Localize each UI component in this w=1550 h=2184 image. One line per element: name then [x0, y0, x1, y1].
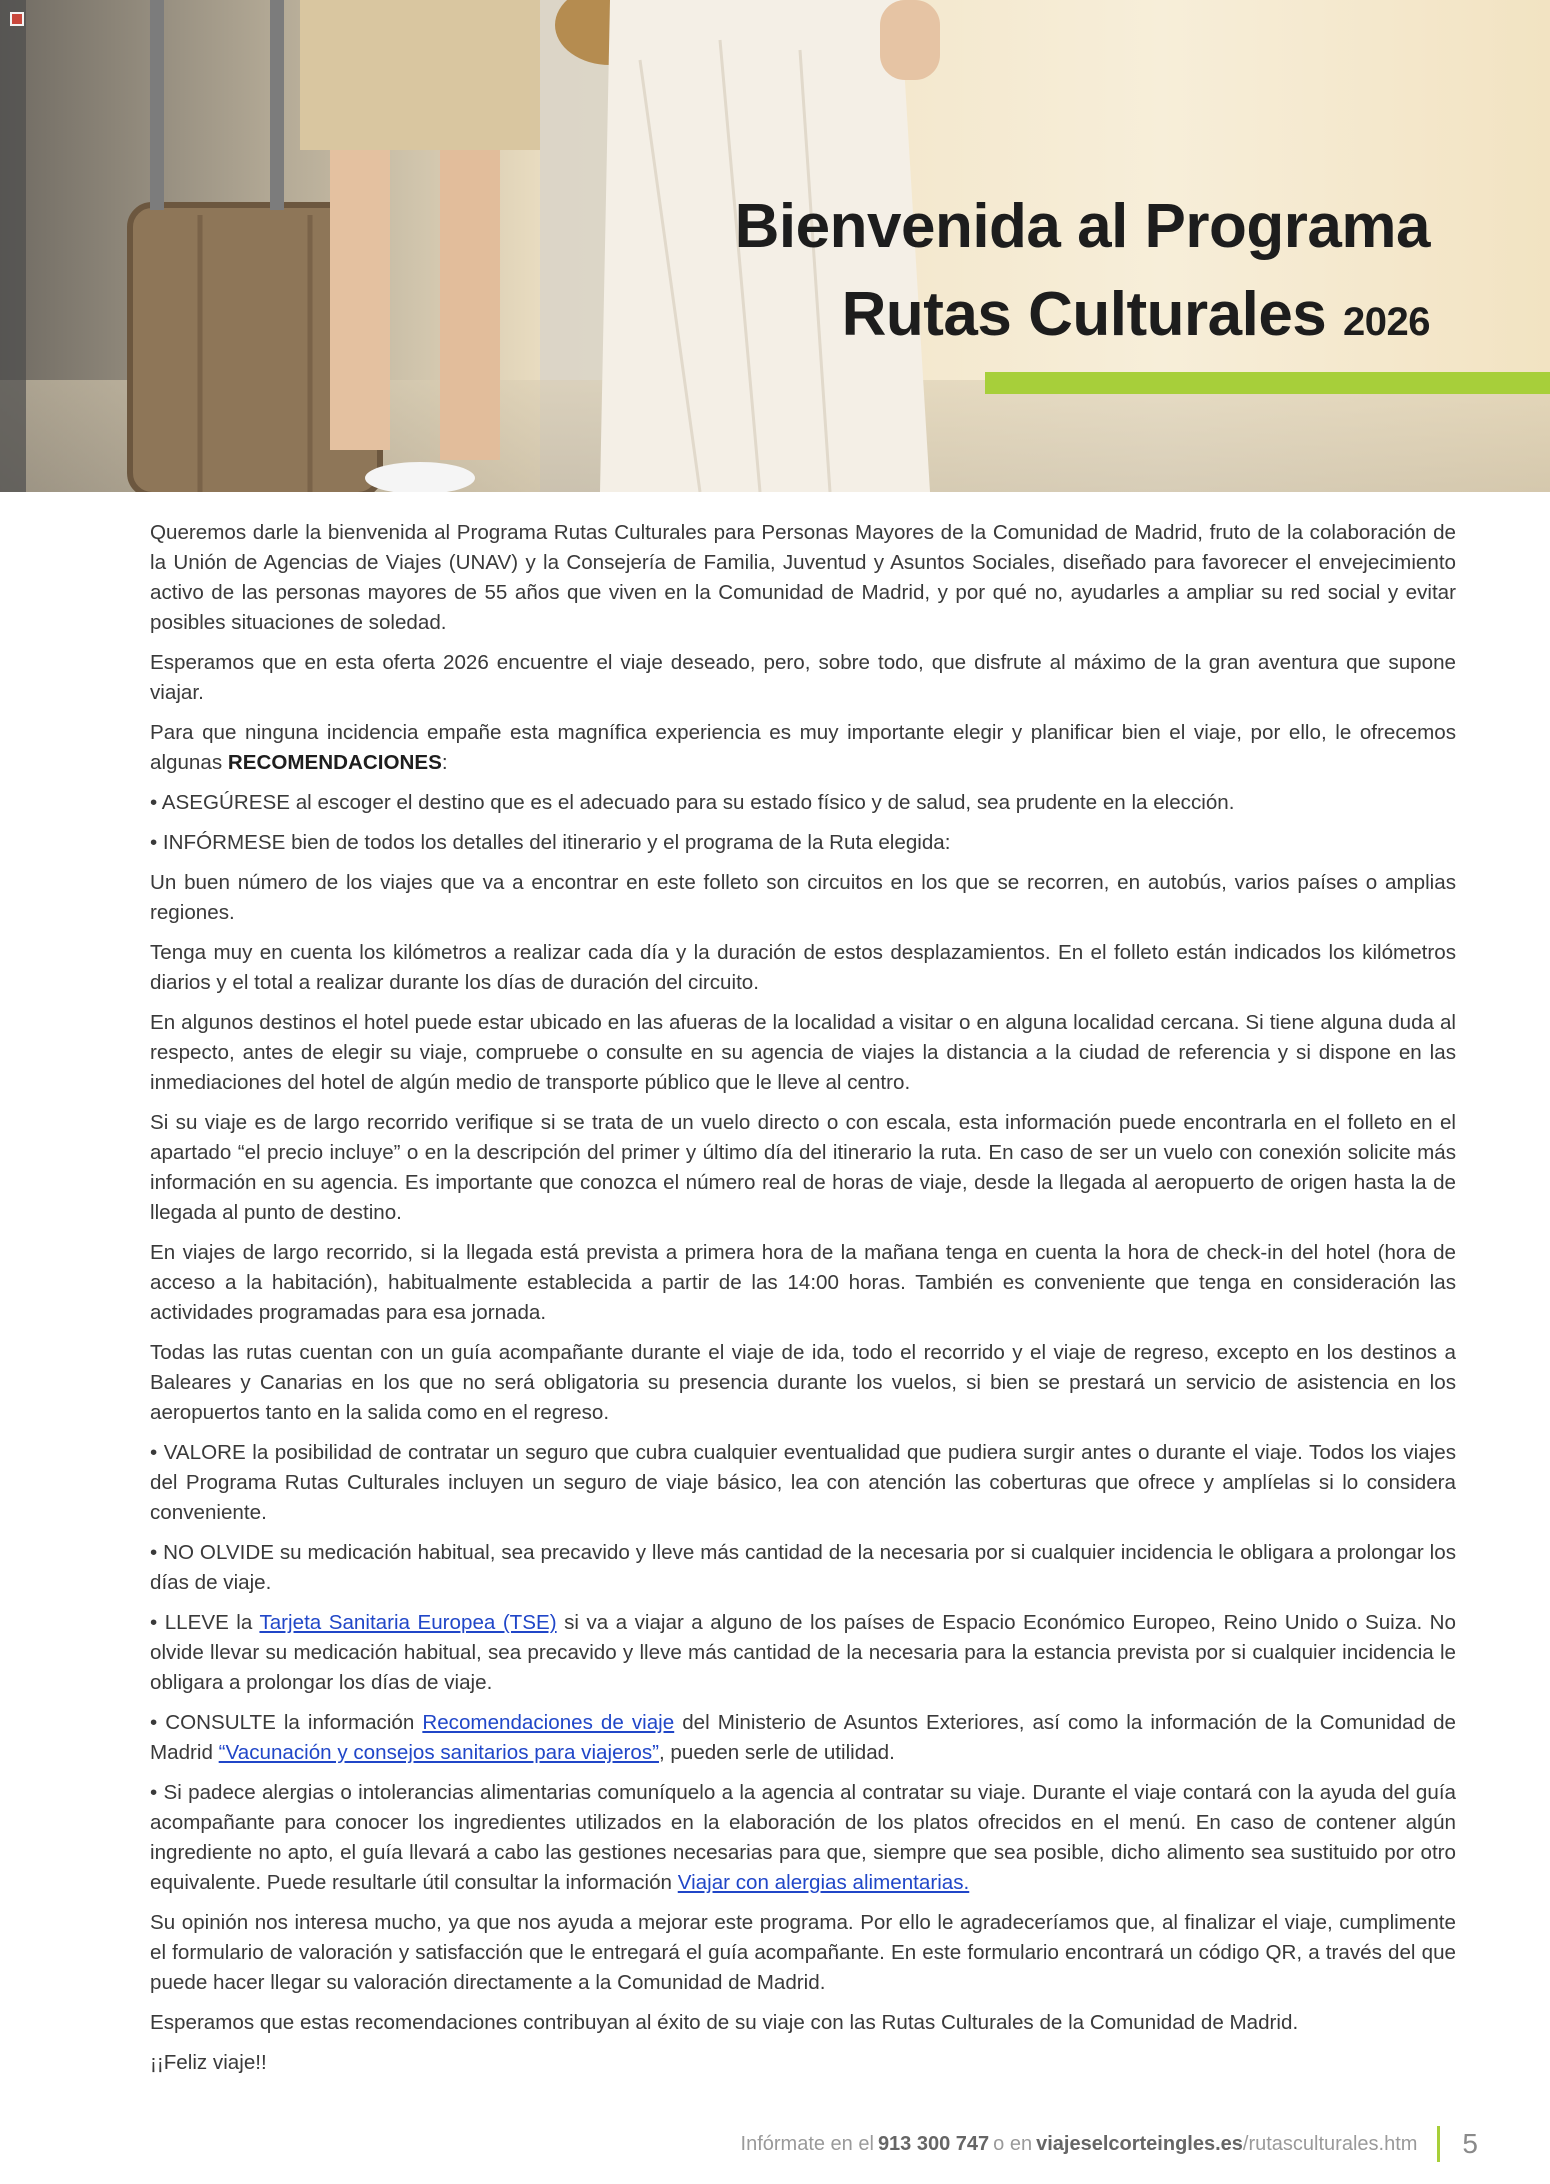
- bullet-valore: • VALORE la posibilidad de contratar un seguro que cubra cualquier eventualidad que pudiera surgir antes o durante el viaje. Todos los viajes del Programa Rutas Culturales incluyen un seguro de viaje básico, lea con atención las coberturas que ofrece y amplíelas si lo considera conveniente.: [150, 1441, 1456, 1524]
- title-line-2-text: Rutas Culturales: [841, 280, 1327, 349]
- bullet-consulte: [150, 1708, 1456, 1768]
- footer-site: viajeselcorteingles.es: [1036, 2132, 1243, 2155]
- bullet-consulte-text-a: • CONSULTE la información: [150, 1711, 423, 1734]
- recommendations-intro: [150, 718, 1456, 778]
- bullet-alergias: [150, 1778, 1456, 1898]
- bullet-lleve-text-a: • LLEVE la: [150, 1611, 260, 1634]
- offer-paragraph: Esperamos que en esta oferta 2026 encuentre el viaje deseado, pero, sobre todo, que disfrute al máximo de la gran aventura que supone viajar.: [150, 651, 1456, 704]
- bullet-informese: • INFÓRMESE bien de todos los detalles del itinerario y el programa de la Ruta elegida:: [150, 831, 951, 854]
- recommendations-heading: RECOMENDACIONES: [227, 751, 442, 774]
- corner-mark: [12, 14, 22, 24]
- hero-banner: [0, 0, 1550, 492]
- tse-link[interactable]: Tarjeta Sanitaria Europea (TSE): [259, 1611, 557, 1634]
- farewell: ¡¡Feliz viaje!!: [150, 2051, 267, 2074]
- closing-paragraph: Esperamos que estas recomendaciones contribuyan al éxito de su viaje con las Rutas Culturales de la Comunidad de Madrid.: [150, 2011, 1299, 2034]
- footer-phone: 913 300 747: [877, 2132, 990, 2155]
- bullet-asegurese: • ASEGÚRESE al escoger el destino que es el adecuado para su estado físico y de salud, sea prudente en la elección.: [150, 791, 1235, 814]
- food-allergies-link[interactable]: Viajar con alergias alimentarias.: [677, 1871, 970, 1894]
- recommendations-colon: :: [441, 751, 448, 774]
- page-footer: [741, 2124, 1478, 2164]
- feedback-paragraph: Su opinión nos interesa mucho, ya que nos ayuda a mejorar este programa. Por ello le agradeceríamos que, al finalizar el viaje, cumplimente el formulario de valoración y satisfacción que le entregará el guía acompañante. En este formulario encontrará un código QR, a través del que puede hacer llegar su valoración directamente a la Comunidad de Madrid.: [150, 1911, 1456, 1994]
- intro-paragraph: Queremos darle la bienvenida al Programa Rutas Culturales para Personas Mayores de la Comunidad de Madrid, fruto de la colaboración de la Unión de Agencias de Viajes (UNAV) y la Consejería de Familia, Juventud y Asuntos Sociales, diseñado para favorecer el envejecimiento activo de las personas mayores de 55 años que viven en la Comunidad de Madrid, y por qué no, ayudarles a ampliar su red social y evitar posibles situaciones de soledad.: [150, 521, 1456, 634]
- bullet-consulte-text-b: del Ministerio de Asuntos Exteriores, así como la información de la Comunidad de Madrid: [150, 1711, 1456, 1764]
- footer-path: /rutasculturales.htm: [1242, 2132, 1418, 2155]
- bullet-alergias-text: • Si padece alergias o intolerancias alimentarias comuníquelo a la agencia al contratar su viaje. Durante el viaje contará con la ayuda del guía acompañante para conocer los ingredientes utilizados en la elaboración de los platos ofrecidos en el menú. En caso de contener algún ingrediente no apto, el guía llevará a cabo las gestiones necesarias para que, siempre que sea posible, dicho alimento sea sustituido por otro equivalente. Puede resultarle útil consultar la información: [150, 1781, 1456, 1894]
- travel-recommendations-link[interactable]: Recomendaciones de viaje: [422, 1711, 675, 1734]
- footer-text-b: o en: [993, 2132, 1033, 2155]
- circuits-paragraph: Un buen número de los viajes que va a encontrar en este folleto son circuitos en los que se recorren, en autobús, varios países o amplias regiones.: [150, 871, 1456, 924]
- hotel-location-paragraph: En algunos destinos el hotel puede estar ubicado en las afueras de la localidad a visitar o en alguna localidad cercana. Si tiene alguna duda al respecto, antes de elegir su viaje, compruebe o consulte en su agencia de viajes la distancia a la ciudad de referencia y si dispone en las inmediaciones del hotel de algún medio de transporte público que le lleve al centro.: [150, 1011, 1456, 1094]
- kilometers-paragraph: Tenga muy en cuenta los kilómetros a realizar cada día y la duración de estos desplazamientos. En el folleto están indicados los kilómetros diarios y el total a realizar durante los días de duración del circuito.: [150, 941, 1456, 994]
- page-number: 5: [1462, 2128, 1478, 2159]
- page-title: [735, 183, 1430, 366]
- bullet-consulte-text-c: , pueden serle de utilidad.: [658, 1741, 895, 1764]
- title-year: 2026: [1343, 300, 1430, 344]
- footer-separator: [1437, 2126, 1440, 2162]
- footer-text-a: Infórmate en el: [740, 2132, 874, 2155]
- title-line-1: Bienvenida al Programa: [734, 192, 1430, 261]
- vaccination-link[interactable]: “Vacunación y consejos sanitarios para viajeros”: [218, 1741, 659, 1764]
- main-content: [150, 518, 1456, 2088]
- title-line-2: [735, 271, 1430, 366]
- flight-paragraph: Si su viaje es de largo recorrido verifique si se trata de un vuelo directo o con escala, esta información puede encontrarla en el folleto en el apartado “el precio incluye” o en la descripción del primer y último día del itinerario la ruta. En caso de ser un vuelo con conexión solicite más información en su agencia. Es importante que conozca el número real de horas de viaje, desde la llegada al aeropuerto de origen hasta la de llegada al punto de destino.: [150, 1111, 1456, 1224]
- guide-paragraph: Todas las rutas cuentan con un guía acompañante durante el viaje de ida, todo el recorrido y el viaje de regreso, excepto en los destinos a Baleares y Canarias en los que no será obligatoria su presencia durante los vuelos, si bien se prestará un servicio de asistencia en los aeropuertos tanto en la salida como en el regreso.: [150, 1341, 1456, 1424]
- bullet-lleve-text-b: si va a viajar a alguno de los países de Espacio Económico Europeo, Reino Unido o Suiza. No olvide llevar su medicación habitual, sea precavido y lleve más cantidad de la necesaria para la estancia prevista por si cualquier incidencia le obligara a prolongar los días de viaje.: [150, 1611, 1457, 1694]
- bullet-no-olvide: • NO OLVIDE su medicación habitual, sea precavido y lleve más cantidad de la necesaria por si cualquier incidencia le obligara a prolongar los días de viaje.: [150, 1541, 1456, 1594]
- check-in-paragraph: En viajes de largo recorrido, si la llegada está prevista a primera hora de la mañana tenga en cuenta la hora de check-in del hotel (hora de acceso a la habitación), habitualmente establecida a partir de las 14:00 horas. También es conveniente que tenga en consideración las actividades programadas para esa jornada.: [150, 1241, 1456, 1324]
- bullet-lleve: [150, 1608, 1456, 1698]
- recommendations-intro-text: Para que ninguna incidencia empañe esta magnífica experiencia es muy importante elegir y planificar bien el viaje, por ello, le ofrecemos algunas: [150, 721, 1456, 774]
